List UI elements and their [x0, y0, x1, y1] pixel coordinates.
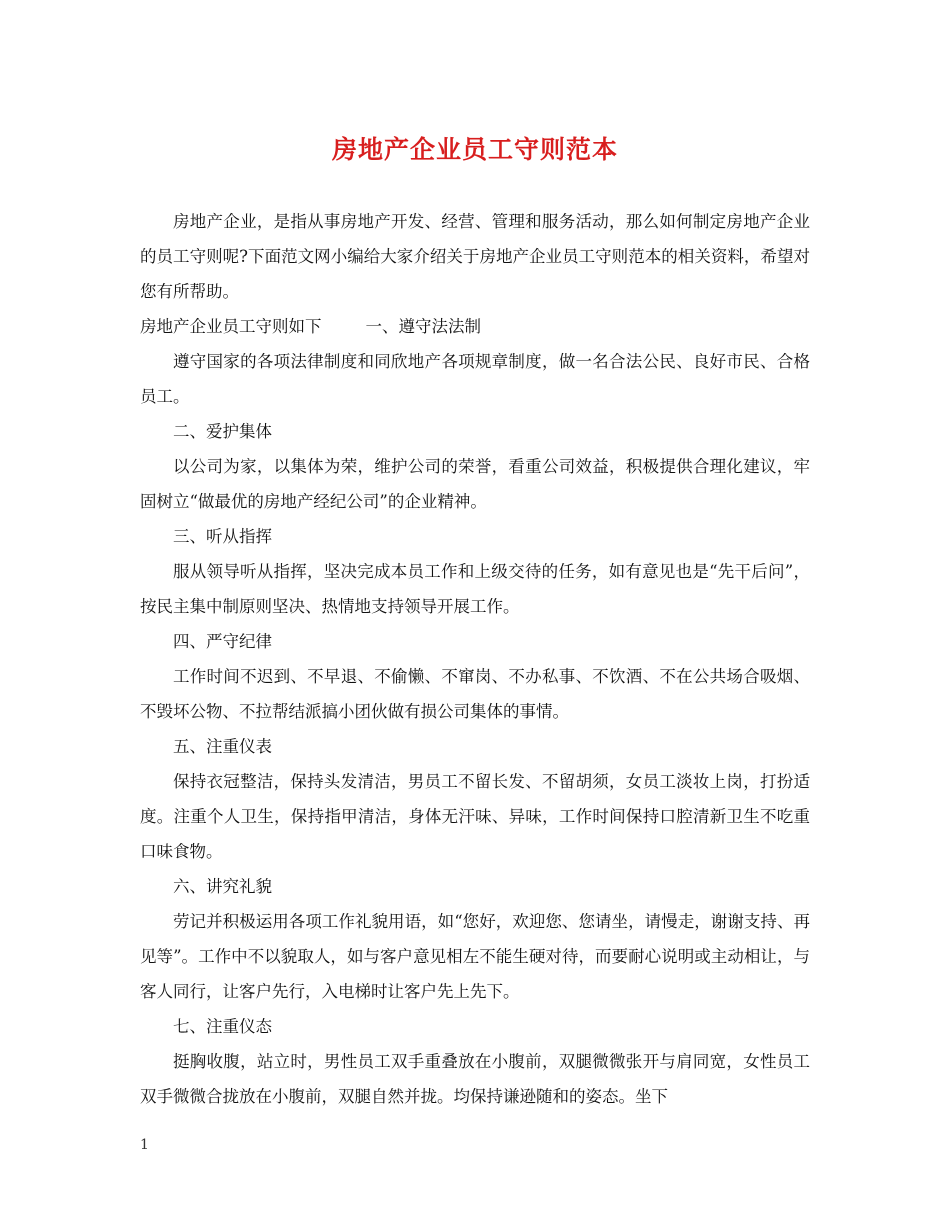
section-heading-2: 二、爱护集体	[173, 422, 272, 441]
lead-line	[140, 309, 810, 344]
document-body	[140, 204, 810, 1114]
section-body-5: 保持衣冠整洁，保持头发清洁，男员工不留长发、不留胡须，女员工淡妆上岗，打扮适度。注重个人卫生，保持指甲清洁，身体无汗味、异味，工作时间保持口腔清新卫生不吃重口味食物。	[140, 772, 810, 861]
section-heading-3: 三、听从指挥	[173, 527, 272, 546]
page-number: 1	[140, 1137, 149, 1153]
section-body-7: 挺胸收腹，站立时，男性员工双手重叠放在小腹前，双腿微微张开与肩同宽，女性员工双手微微合拢放在小腹前，双腿自然并拢。均保持谦逊随和的姿态。坐下	[140, 1052, 810, 1106]
section-heading-4: 四、严守纪律	[173, 632, 272, 651]
section-heading-7: 七、注重仪态	[173, 1017, 272, 1036]
intro-paragraph: 房地产企业，是指从事房地产开发、经营、管理和服务活动，那么如何制定房地产企业的员工守则呢?下面范文网小编给大家介绍关于房地产企业员工守则范本的相关资料，希望对您有所帮助。	[140, 212, 810, 301]
lead-text: 房地产企业员工守则如下	[140, 317, 322, 336]
section-heading-5: 五、注重仪表	[173, 737, 272, 756]
document-title: 房地产企业员工守则范本	[331, 135, 618, 164]
section-body-1: 遵守国家的各项法律制度和同欣地产各项规章制度，做一名合法公民、良好市民、合格员工。	[140, 352, 810, 406]
section-body-3: 服从领导听从指挥，坚决完成本员工作和上级交待的任务，如有意见也是“先干后问”，按民主集中制原则坚决、热情地支持领导开展工作。	[140, 562, 810, 616]
section-heading-6: 六、讲究礼貌	[173, 877, 272, 896]
section-body-4: 工作时间不迟到、不早退、不偷懒、不窜岗、不办私事、不饮酒、不在公共场合吸烟、不毁坏公物、不拉帮结派搞小团伙做有损公司集体的事情。	[140, 667, 810, 721]
section-body-6: 劳记并积极运用各项工作礼貌用语，如“您好，欢迎您、您请坐，请慢走，谢谢支持、再见等”。工作中不以貌取人，如与客户意见相左不能生硬对待，而要耐心说明或主动相让，与客人同行，让客户先行，入电梯时让客户先上先下。	[140, 912, 810, 1001]
section-heading-1: 一、遵守法法制	[365, 317, 481, 336]
section-body-2: 以公司为家，以集体为荣，维护公司的荣誉，看重公司效益，积极提供合理化建议，牢固树立“做最优的房地产经纪公司”的企业精神。	[140, 457, 810, 511]
